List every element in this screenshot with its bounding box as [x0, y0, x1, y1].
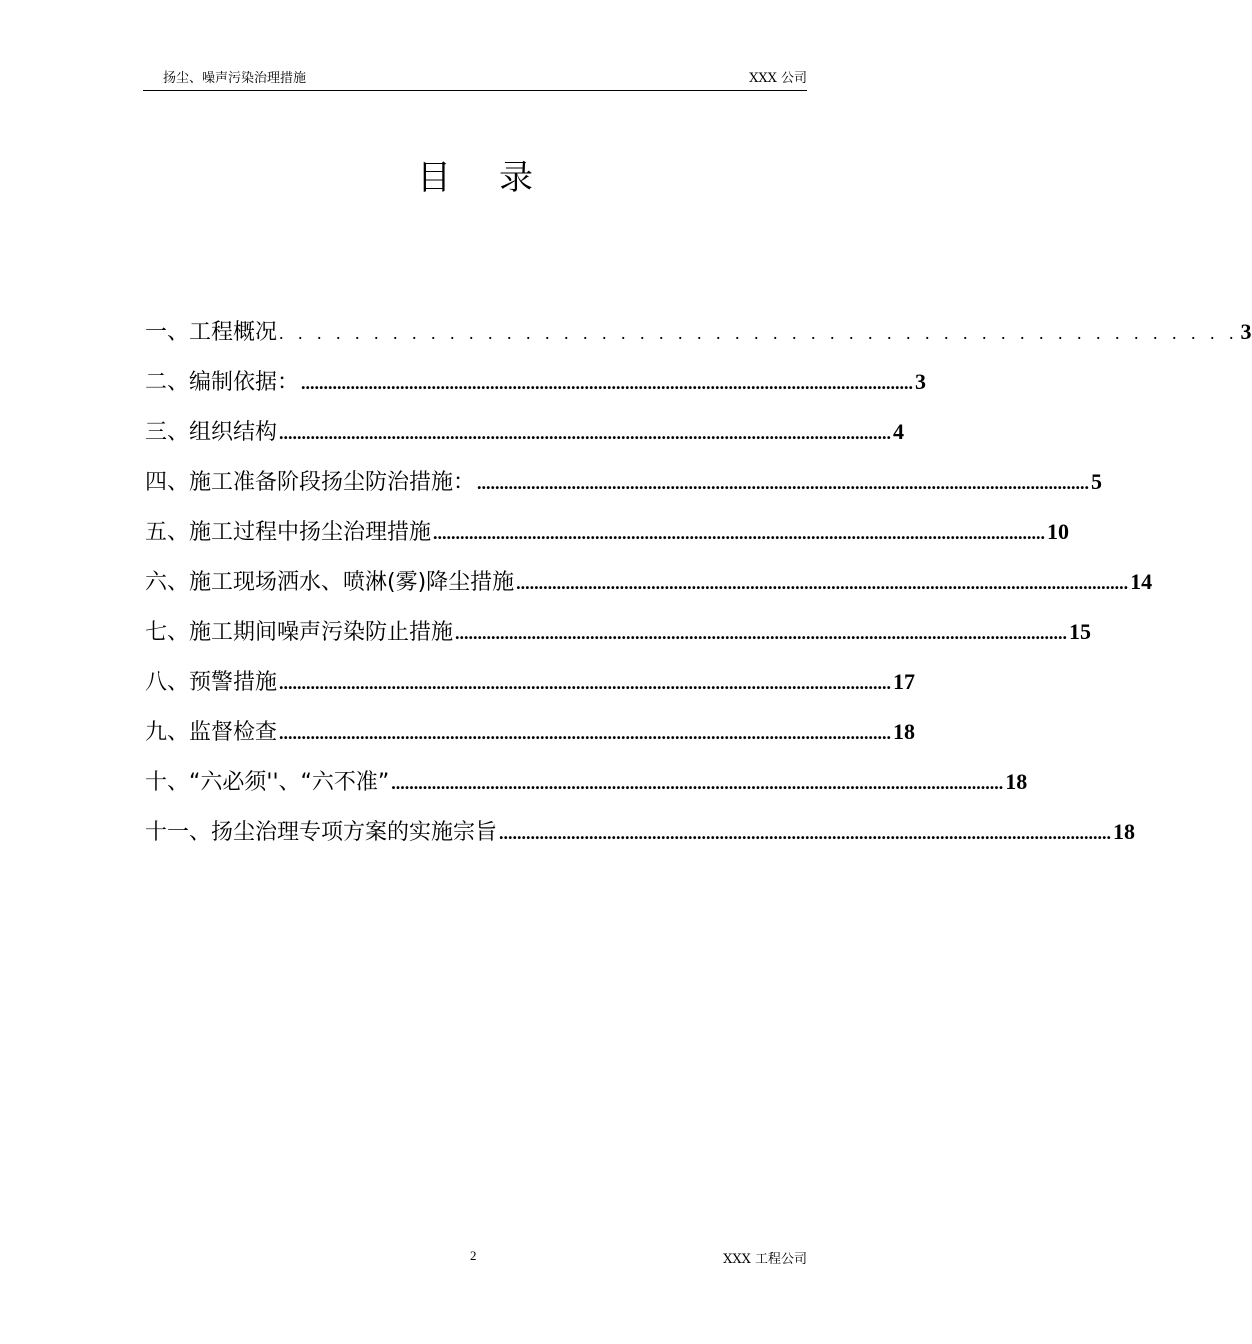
- toc-entry-label: 四、施工准备阶段扬尘防治措施：: [145, 470, 476, 495]
- page-header: [143, 70, 807, 91]
- toc-entry-page: 3: [915, 369, 927, 394]
- toc-entry[interactable]: [145, 662, 916, 712]
- toc-leader-dots: ........................................................................................................................................: [279, 423, 892, 443]
- toc-entry[interactable]: [145, 312, 1252, 362]
- toc-entry-page: 14: [1130, 569, 1153, 594]
- toc-entry-label: 十一、扬尘治理专项方案的实施宗旨: [145, 820, 498, 845]
- header-document-title: 扬尘、噪声污染治理措施: [163, 71, 307, 86]
- toc-leader-dots: ........................................................................................................................................: [279, 673, 892, 693]
- toc-entry-label: 七、施工期间噪声污染防止措施: [145, 620, 454, 645]
- page-title: 目录: [417, 158, 581, 198]
- toc-entry-label: 八、预警措施: [145, 670, 278, 695]
- toc-entry[interactable]: [145, 812, 1136, 862]
- toc-leader-dots: ........................................................................................................................................: [516, 573, 1129, 593]
- toc-leader-dots: ........................................................................................................................................: [433, 523, 1046, 543]
- toc-entry-page: 4: [893, 419, 905, 444]
- toc-entry[interactable]: [145, 762, 1028, 812]
- footer-page-number: 2: [470, 1248, 477, 1263]
- toc-leader-dots: ........................................................................................................................................: [301, 373, 914, 393]
- toc-leader-dots: ........................................................................................................................................: [391, 773, 1004, 793]
- toc-entry-page: 5: [1091, 469, 1103, 494]
- toc-entry[interactable]: [145, 412, 905, 462]
- toc-entry-page: 18: [1005, 769, 1028, 794]
- toc-entry-page: 15: [1069, 619, 1092, 644]
- header-company: XXX 公司: [749, 71, 807, 86]
- toc-entry-label: 五、施工过程中扬尘治理措施: [145, 520, 432, 545]
- toc-entry-label: 十、“六必须''、“六不准”: [145, 770, 390, 795]
- footer-company: XXX 工程公司: [723, 1252, 807, 1267]
- toc-leader-dots: . . . . . . . . . . . . . . . . . . . . . . . . . . . . . . . . . . . . . . . . . . . . . . . . . . .: [279, 323, 1239, 343]
- toc-entry[interactable]: [145, 512, 1070, 562]
- toc-entry[interactable]: [145, 712, 916, 762]
- toc-entry-page: 18: [1113, 819, 1136, 844]
- toc-entry-label: 九、监督检查: [145, 720, 278, 745]
- toc-leader-dots: ........................................................................................................................................: [499, 823, 1112, 843]
- toc-leader-dots: ........................................................................................................................................: [477, 473, 1090, 493]
- toc-entry-page: 18: [893, 719, 916, 744]
- toc-entry-label: 二、编制依据：: [145, 370, 300, 395]
- toc-leader-dots: ........................................................................................................................................: [455, 623, 1068, 643]
- toc-entry-label: 六、施工现场洒水、喷淋(雾)降尘措施: [145, 570, 515, 595]
- toc-entry-page: 10: [1047, 519, 1070, 544]
- toc-entry-label: 三、组织结构: [145, 420, 278, 445]
- toc-entry[interactable]: [145, 462, 1103, 512]
- toc-entry[interactable]: [145, 362, 927, 412]
- toc-entry-page: 3: [1240, 319, 1252, 344]
- toc-entry[interactable]: [145, 562, 1153, 612]
- toc-entry[interactable]: [145, 612, 1092, 662]
- toc-entry-page: 17: [893, 669, 916, 694]
- table-of-contents: [145, 312, 1252, 862]
- toc-entry-label: 一、工程概况: [145, 320, 278, 345]
- toc-leader-dots: ........................................................................................................................................: [279, 723, 892, 743]
